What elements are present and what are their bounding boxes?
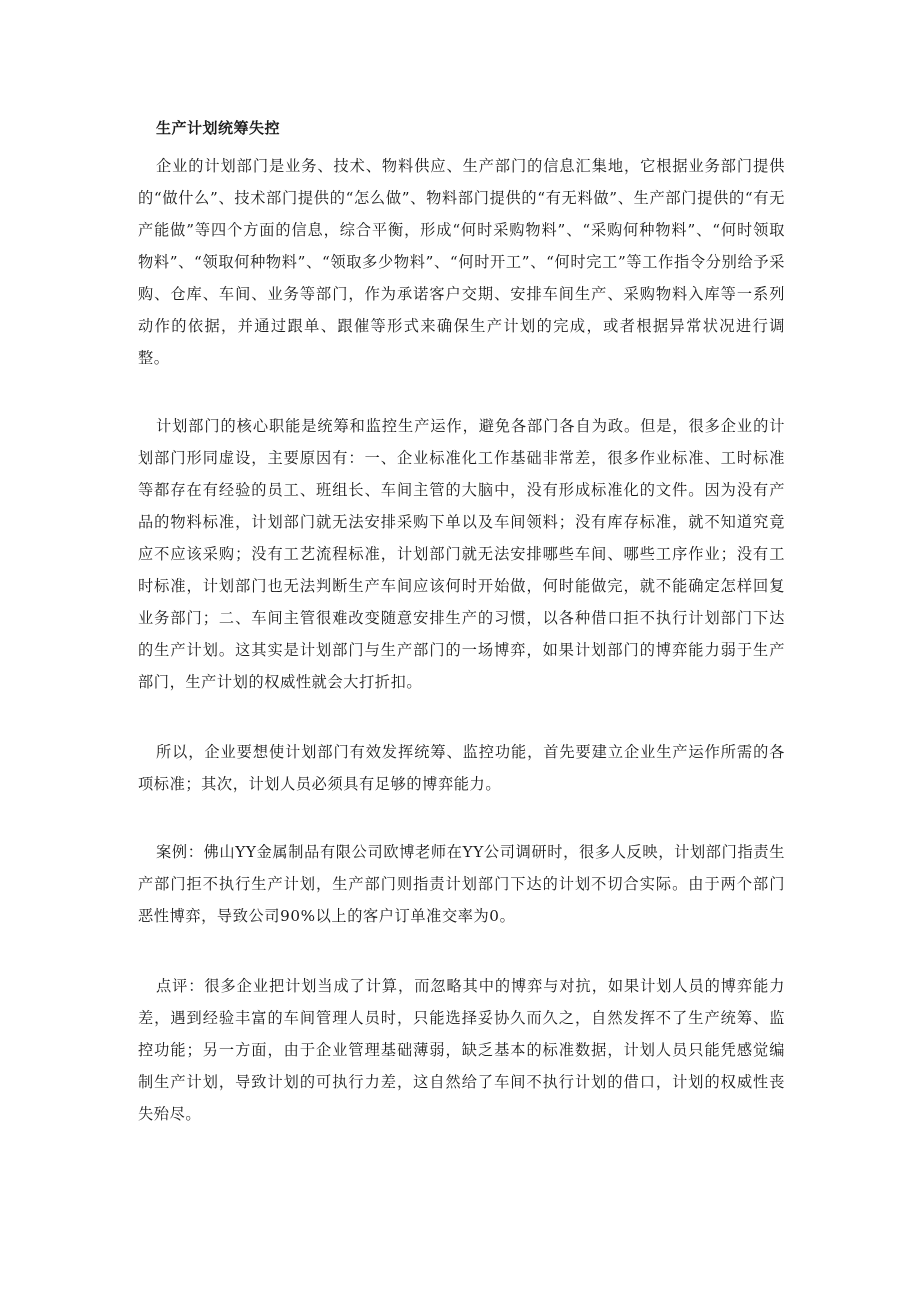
document-body	[138, 114, 785, 1130]
paragraph-core-function: 计划部门的核心职能是统筹和监控生产运作，避免各部门各自为政。但是，很多企业的计划部门形同虚设，主要原因有：一、企业标准化工作基础非常差，很多作业标准、工时标准等都存在有经验的员工、班组长、车间主管的大脑中，没有形成标准化的文件。因为没有产品的物料标准，计划部门就无法安排采购下单以及车间领料；没有库存标准，就不知道究竟应不应该采购；没有工艺流程标准，计划部门就无法安排哪些车间、哪些工序作业；没有工时标准，计划部门也无法判断生产车间应该何时开始做，何时能做完，就不能确定怎样回复业务部门；二、车间主管很难改变随意安排生产的习惯，以各种借口拒不执行计划部门下达的生产计划。这其实是计划部门与生产部门的一场博弈，如果计划部门的博弈能力弱于生产部门，生产计划的权威性就会大打折扣。	[138, 417, 785, 691]
paragraph-case: 案例：佛山YY金属制品有限公司欧博老师在YY公司调研时，很多人反映，计划部门指责生产部门拒不执行生产计划，生产部门则指责计划部门下达的计划不切合实际。由于两个部门恶性博弈，导致公司90%以上的客户订单准交率为0。	[138, 843, 785, 925]
paragraph-intro: 企业的计划部门是业务、技术、物料供应、生产部门的信息汇集地，它根据业务部门提供的“做什么”、技术部门提供的“怎么做”、物料部门提供的“有无料做”、生产部门提供的“有无产能做”等四个方面的信息，综合平衡，形成“何时采购物料”、“采购何种物料”、“何时领取物料”、“领取何种物料”、“领取多少物料”、“何时开工”、“何时完工”等工作指令分别给予采购、仓库、车间、业务等部门，作为承诺客户交期、安排车间生产、采购物料入库等一系列动作的依据，并通过跟单、跟催等形式来确保生产计划的完成，或者根据异常状况进行调整。	[138, 157, 785, 367]
paragraph-conclusion: 所以，企业要想使计划部门有效发挥统筹、监控功能，首先要建立企业生产运作所需的各项标准；其次，计划人员必须具有足够的博弈能力。	[138, 743, 785, 793]
document-title: 生产计划统筹失控	[156, 119, 281, 137]
paragraph-comment: 点评：很多企业把计划当成了计算，而忽略其中的博弈与对抗，如果计划人员的博弈能力差，遇到经验丰富的车间管理人员时，只能选择妥协久而久之，自然发挥不了生产统筹、监控功能；另一方面，由于企业管理基础薄弱，缺乏基本的标准数据，计划人员只能凭感觉编制生产计划，导致计划的可执行力差，这自然给了车间不执行计划的借口，计划的权威性丧失殆尽。	[138, 977, 785, 1123]
